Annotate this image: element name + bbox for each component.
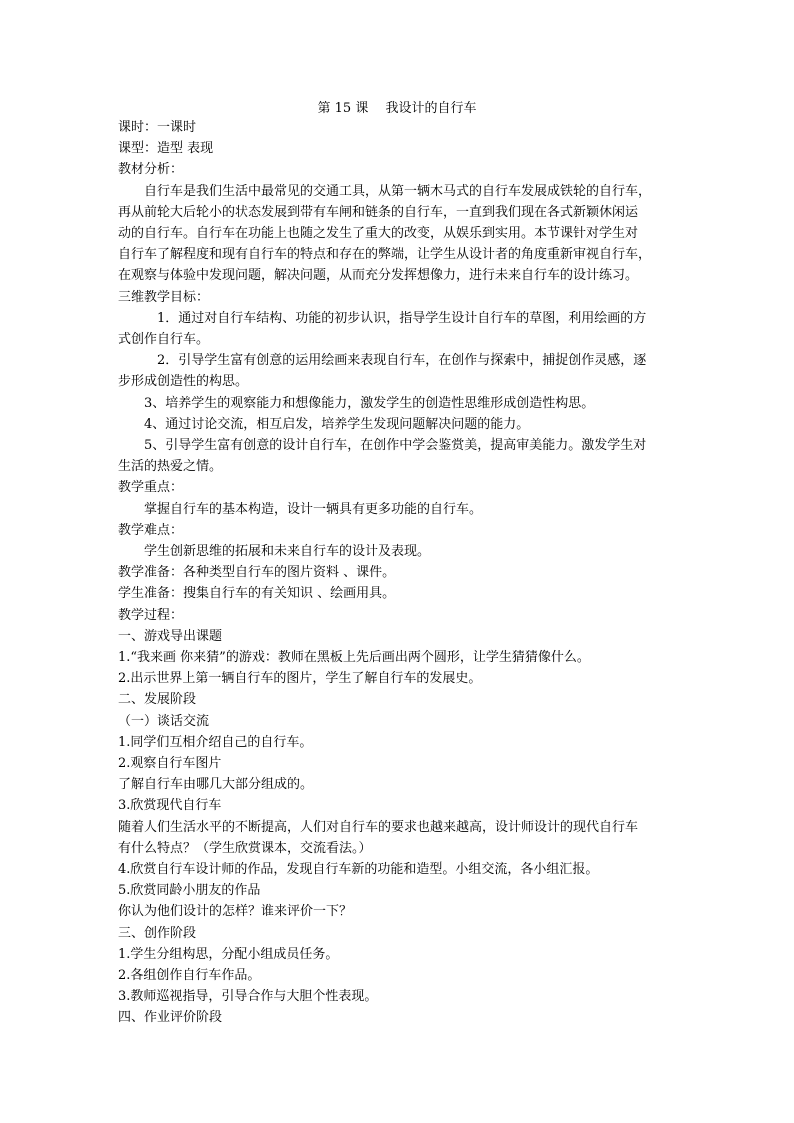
text-line: 教材分析： <box>118 162 184 178</box>
text-line: 式创作自行车。 <box>118 332 210 347</box>
text-line: 再从前轮大后轮小的状态发展到带有车闸和链条的自行车，一直到我们现在各式新颖休闲运 <box>118 204 639 220</box>
text-line: 生活的热爱之情。 <box>118 459 223 475</box>
text-line: 2.出示世界上第一辆自行车的图片，学生了解自行车的发展史。 <box>118 671 482 687</box>
text-line: 三维教学目标： <box>118 289 210 305</box>
text-line: 学生创新思维的拓展和未来自行车的设计及表现。 <box>118 544 431 559</box>
text-line: 教学准备：各种类型自行车的图片资料 、课件。 <box>118 565 396 581</box>
text-line: 1.学生分组构思，分配小组成员任务。 <box>118 946 339 962</box>
text-line: 5.欣赏同龄小朋友的作品 <box>118 883 261 899</box>
text-line: 教学难点： <box>118 522 184 538</box>
text-line: 三、创作阶段 <box>118 925 197 941</box>
text-line: （一）谈话交流 <box>118 713 210 729</box>
text-line: 自行车是我们生活中最常见的交通工具，从第一辆木马式的自行车发展成铁轮的自行车， <box>118 183 652 199</box>
text-line: 课型：造型 表现 <box>118 141 214 157</box>
page-title: 第 15 课 我设计的自行车 <box>317 101 477 116</box>
text-line: 3、培养学生的观察能力和想像能力，激发学生的创造性思维形成创造性构思。 <box>118 395 595 411</box>
text-line: 教学过程： <box>118 607 184 623</box>
text-line: 2．引导学生富有创意的运用绘画来表现自行车，在创作与探索中，捕捉创作灵感，逐 <box>118 353 647 369</box>
text-line: 二、发展阶段 <box>118 692 197 708</box>
text-line: 你认为他们设计的怎样？谁来评价一下？ <box>118 904 353 920</box>
text-line: 随着人们生活水平的不断提高，人们对自行车的要求也越来越高，设计师设计的现代自行车 <box>118 819 639 835</box>
text-line: 2.观察自行车图片 <box>118 756 222 771</box>
text-line: 3.教师巡视指导，引导合作与大胆个性表现。 <box>118 989 378 1005</box>
text-line: 学生准备：搜集自行车的有关知识 、绘画用具。 <box>118 586 396 602</box>
text-line: 有什么特点？（学生欣赏课本，交流看法。） <box>118 840 372 856</box>
text-line: 一、游戏导出课题 <box>118 628 223 644</box>
text-line: 4.欣赏自行车设计师的作品，发现自行车新的功能和造型。小组交流，各小组汇报。 <box>118 862 599 877</box>
text-line: 掌握自行车的基本构造，设计一辆具有更多功能的自行车。 <box>118 501 483 517</box>
text-line: 了解自行车由哪几大部分组成的。 <box>118 777 314 793</box>
text-line: 四、作业评价阶段 <box>118 1010 223 1026</box>
text-line: 2.各组创作自行车作品。 <box>118 968 261 983</box>
text-line: 在观察与体验中发现问题，解决问题，从而充分发挥想像力，进行未来自行车的设计练习。 <box>118 268 639 284</box>
text-line: 步形成创造性的构思。 <box>118 374 249 390</box>
text-line: 5、引导学生富有创意的设计自行车，在创作中学会鉴赏美，提高审美能力。激发学生对 <box>118 438 647 453</box>
text-line: 1．通过对自行车结构、功能的初步认识，指导学生设计自行车的草图，利用绘画的方 <box>118 310 647 326</box>
text-line: 教学重点： <box>118 480 184 496</box>
text-line: 4、通过讨论交流，相互启发，培养学生发现问题解决问题的能力。 <box>118 416 530 432</box>
text-line: 自行车了解程度和现有自行车的特点和存在的弊端，让学生从设计者的角度重新审视自行车， <box>118 247 652 263</box>
text-line: 3.欣赏现代自行车 <box>118 798 222 814</box>
text-line: 1.“我来画 你来猜”的游戏：教师在黑板上先后画出两个圆形，让学生猜猜像什么。 <box>118 650 590 665</box>
text-line: 动的自行车。自行车在功能上也随之发生了重大的改变，从娱乐到实用。本节课针对学生对 <box>118 226 639 241</box>
text-line: 1.同学们互相介绍自己的自行车。 <box>118 734 313 750</box>
text-line: 课时：一课时 <box>118 120 197 135</box>
